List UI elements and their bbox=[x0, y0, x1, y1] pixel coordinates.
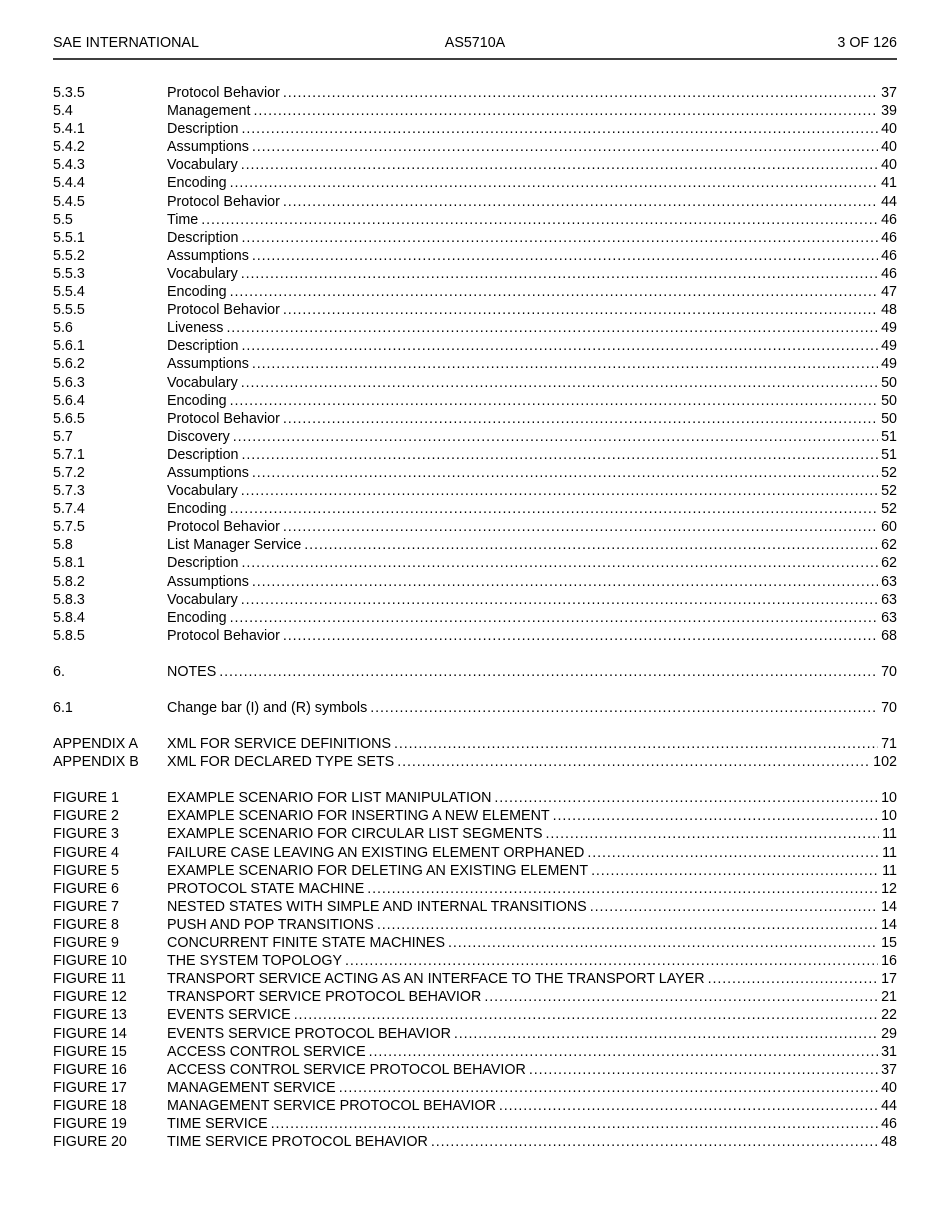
toc-row bbox=[53, 428, 897, 446]
toc-entry-number: 5.6.4 bbox=[53, 392, 85, 409]
toc-row bbox=[53, 500, 897, 518]
table-of-contents bbox=[53, 84, 897, 1151]
toc-entry-title: Protocol Behavior bbox=[167, 85, 280, 101]
toc-entry-page: 40 bbox=[881, 1079, 897, 1096]
toc-entry-page: 52 bbox=[881, 464, 897, 481]
toc-dot-leader bbox=[283, 518, 878, 536]
toc-row bbox=[53, 247, 897, 265]
toc-dot-leader bbox=[708, 970, 878, 988]
toc-dot-leader bbox=[484, 988, 878, 1006]
toc-row bbox=[53, 573, 897, 591]
toc-entry-number: 5.7.4 bbox=[53, 501, 85, 518]
toc-entry-page: 40 bbox=[881, 157, 897, 174]
toc-entry-title: Encoding bbox=[167, 175, 227, 192]
toc-entry-page: 62 bbox=[881, 537, 897, 554]
toc-row bbox=[53, 410, 897, 428]
toc-entry-number: 5.5.4 bbox=[53, 284, 85, 301]
toc-dot-leader bbox=[252, 355, 878, 373]
toc-row bbox=[53, 518, 897, 536]
toc-entry-page: 46 bbox=[881, 229, 897, 246]
toc-dot-leader bbox=[241, 374, 878, 392]
toc-row bbox=[53, 1043, 897, 1061]
toc-dot-leader bbox=[397, 753, 870, 771]
toc-row bbox=[53, 156, 897, 174]
toc-dot-leader bbox=[283, 84, 878, 102]
toc-entry-number: 5.5.2 bbox=[53, 247, 85, 264]
toc-entry-number: FIGURE 11 bbox=[53, 971, 126, 988]
toc-row bbox=[53, 229, 897, 247]
toc-entry-page: 50 bbox=[881, 374, 897, 391]
toc-entry-number: FIGURE 17 bbox=[53, 1079, 127, 1096]
toc-entry-page: 52 bbox=[881, 483, 897, 500]
toc-entry-title: Description bbox=[167, 446, 239, 463]
toc-entry-number: 5.4.2 bbox=[53, 139, 85, 156]
toc-entry-title: PROTOCOL STATE MACHINE bbox=[167, 880, 365, 897]
toc-entry-page: 48 bbox=[881, 1134, 897, 1151]
toc-entry-page: 70 bbox=[881, 700, 897, 716]
toc-entry-number: 5.4.4 bbox=[53, 175, 85, 192]
toc-entry-number: FIGURE 10 bbox=[53, 953, 127, 970]
toc-entry-title: NOTES bbox=[167, 663, 217, 680]
toc-entry-page: 63 bbox=[881, 591, 897, 608]
toc-entry-number: 5.3.5 bbox=[53, 85, 85, 101]
toc-entry-title: Vocabulary bbox=[167, 483, 238, 500]
toc-entry-page: 50 bbox=[881, 410, 897, 427]
toc-entry-title: TIME SERVICE bbox=[167, 1115, 268, 1132]
toc-entry-number: 5.5.3 bbox=[53, 265, 85, 282]
toc-entry-page: 44 bbox=[881, 193, 897, 210]
toc-row bbox=[53, 807, 897, 825]
toc-entry-page: 46 bbox=[881, 1115, 897, 1132]
toc-entry-title: Discovery bbox=[167, 428, 230, 445]
toc-dot-leader bbox=[448, 934, 878, 952]
toc-row bbox=[53, 916, 897, 934]
toc-row bbox=[53, 789, 897, 807]
toc-row bbox=[53, 374, 897, 392]
toc-entry-number: 5.7 bbox=[53, 428, 73, 445]
toc-entry-title: Vocabulary bbox=[167, 591, 238, 608]
toc-entry-number: 5.6.5 bbox=[53, 410, 85, 427]
toc-dot-leader bbox=[546, 825, 880, 843]
toc-dot-leader bbox=[591, 862, 879, 880]
toc-entry-page: 40 bbox=[881, 139, 897, 156]
toc-entry-number: 5.7.1 bbox=[53, 446, 85, 463]
toc-entry-title: Assumptions bbox=[167, 139, 249, 156]
toc-entry-page: 46 bbox=[881, 265, 897, 282]
toc-dot-leader bbox=[233, 428, 878, 446]
toc-dot-leader bbox=[253, 102, 878, 120]
toc-entry-page: 10 bbox=[881, 808, 897, 825]
toc-entry-title: Encoding bbox=[167, 501, 227, 518]
toc-entry-number: FIGURE 16 bbox=[53, 1061, 127, 1078]
toc-entry-number: 5.6.1 bbox=[53, 338, 85, 355]
toc-entry-page: 17 bbox=[881, 971, 897, 988]
toc-entry-page: 51 bbox=[881, 446, 897, 463]
toc-entry-title: EVENTS SERVICE bbox=[167, 1007, 291, 1024]
toc-dot-leader bbox=[241, 482, 878, 500]
toc-row bbox=[53, 301, 897, 319]
toc-dot-leader bbox=[242, 120, 879, 138]
toc-row bbox=[53, 898, 897, 916]
header-page-count: 3 OF 126 bbox=[837, 35, 897, 51]
toc-entry-page: 44 bbox=[881, 1097, 897, 1114]
toc-entry-number: FIGURE 6 bbox=[53, 880, 119, 897]
toc-entry-number: 5.5.5 bbox=[53, 302, 85, 319]
toc-dot-leader bbox=[370, 699, 878, 717]
toc-dot-leader bbox=[252, 573, 878, 591]
header-document-id: AS5710A bbox=[444, 35, 506, 51]
toc-entry-page: 63 bbox=[881, 609, 897, 626]
toc-entry-page: 16 bbox=[881, 953, 897, 970]
toc-row bbox=[53, 663, 897, 681]
toc-entry-page: 51 bbox=[881, 428, 897, 445]
toc-group-figures bbox=[53, 789, 897, 1151]
toc-dot-leader bbox=[587, 844, 879, 862]
toc-entry-number: FIGURE 18 bbox=[53, 1097, 127, 1114]
toc-entry-number: 6. bbox=[53, 663, 65, 680]
toc-entry-title: Liveness bbox=[167, 320, 224, 337]
toc-entry-page: 37 bbox=[881, 85, 897, 101]
toc-entry-title: XML FOR DECLARED TYPE SETS bbox=[167, 754, 395, 771]
toc-row bbox=[53, 283, 897, 301]
toc-entry-page: 60 bbox=[881, 519, 897, 536]
toc-entry-page: 11 bbox=[882, 826, 897, 843]
toc-entry-title: THE SYSTEM TOPOLOGY bbox=[167, 953, 343, 970]
toc-entry-number: FIGURE 15 bbox=[53, 1043, 127, 1060]
toc-row bbox=[53, 554, 897, 572]
toc-entry-title: Description bbox=[167, 338, 239, 355]
toc-dot-leader bbox=[454, 1025, 878, 1043]
toc-group-sections bbox=[53, 84, 897, 645]
toc-row bbox=[53, 970, 897, 988]
toc-entry-page: 50 bbox=[881, 392, 897, 409]
toc-entry-title: XML FOR SERVICE DEFINITIONS bbox=[167, 736, 392, 753]
toc-entry-title: Protocol Behavior bbox=[167, 627, 280, 644]
toc-entry-number: 5.8.3 bbox=[53, 591, 85, 608]
toc-row bbox=[53, 880, 897, 898]
toc-entry-number: FIGURE 5 bbox=[53, 862, 119, 879]
toc-row bbox=[53, 319, 897, 337]
toc-entry-page: 21 bbox=[881, 989, 897, 1006]
toc-entry-number: 5.7.5 bbox=[53, 519, 85, 536]
toc-entry-page: 40 bbox=[881, 121, 897, 138]
toc-dot-leader bbox=[283, 410, 878, 428]
toc-row bbox=[53, 193, 897, 211]
toc-dot-leader bbox=[283, 193, 878, 211]
toc-entry-number: 5.8.1 bbox=[53, 555, 85, 572]
toc-entry-title: PUSH AND POP TRANSITIONS bbox=[167, 916, 374, 933]
header-rule bbox=[53, 58, 897, 60]
toc-row bbox=[53, 934, 897, 952]
toc-dot-leader bbox=[230, 500, 878, 518]
toc-entry-number: 5.5 bbox=[53, 211, 73, 228]
toc-entry-title: Protocol Behavior bbox=[167, 519, 280, 536]
toc-dot-leader bbox=[345, 952, 878, 970]
toc-entry-title: MANAGEMENT SERVICE PROTOCOL BEHAVIOR bbox=[167, 1097, 496, 1114]
toc-entry-title: Protocol Behavior bbox=[167, 302, 280, 319]
toc-entry-title: MANAGEMENT SERVICE bbox=[167, 1079, 336, 1096]
toc-row bbox=[53, 609, 897, 627]
toc-entry-title: CONCURRENT FINITE STATE MACHINES bbox=[167, 935, 446, 952]
toc-entry-number: 5.4.1 bbox=[53, 121, 85, 138]
header-organization: SAE INTERNATIONAL bbox=[53, 35, 199, 51]
toc-entry-page: 102 bbox=[873, 754, 897, 771]
toc-entry-title: EXAMPLE SCENARIO FOR CIRCULAR LIST SEGMENTS bbox=[167, 826, 543, 843]
toc-entry-title: Encoding bbox=[167, 392, 227, 409]
toc-row bbox=[53, 988, 897, 1006]
toc-entry-page: 62 bbox=[881, 555, 897, 572]
toc-dot-leader bbox=[271, 1115, 878, 1133]
toc-entry-number: FIGURE 12 bbox=[53, 989, 127, 1006]
toc-entry-number: FIGURE 3 bbox=[53, 826, 119, 843]
toc-dot-leader bbox=[230, 283, 878, 301]
toc-dot-leader bbox=[230, 609, 878, 627]
toc-entry-page: 49 bbox=[881, 320, 897, 337]
toc-row bbox=[53, 174, 897, 192]
toc-dot-leader bbox=[553, 807, 878, 825]
toc-entry-title: Vocabulary bbox=[167, 374, 238, 391]
toc-row bbox=[53, 446, 897, 464]
toc-entry-page: 15 bbox=[881, 935, 897, 952]
toc-dot-leader bbox=[242, 229, 879, 247]
toc-entry-page: 14 bbox=[881, 916, 897, 933]
toc-entry-title: Change bar (I) and (R) symbols bbox=[167, 700, 368, 716]
toc-dot-leader bbox=[283, 301, 878, 319]
toc-entry-page: 52 bbox=[881, 501, 897, 518]
toc-entry-number: 5.8 bbox=[53, 537, 73, 554]
toc-row bbox=[53, 482, 897, 500]
toc-row bbox=[53, 1115, 897, 1133]
toc-entry-title: EXAMPLE SCENARIO FOR DELETING AN EXISTING ELEMENT bbox=[167, 862, 589, 879]
toc-entry-page: 22 bbox=[881, 1007, 897, 1024]
toc-dot-leader bbox=[590, 898, 878, 916]
toc-entry-number: FIGURE 13 bbox=[53, 1007, 127, 1024]
toc-entry-page: 39 bbox=[881, 103, 897, 120]
toc-entry-number: FIGURE 9 bbox=[53, 935, 119, 952]
toc-entry-title: Assumptions bbox=[167, 464, 249, 481]
toc-row bbox=[53, 355, 897, 373]
toc-entry-page: 68 bbox=[881, 627, 897, 644]
toc-dot-leader bbox=[242, 554, 879, 572]
page-header bbox=[53, 36, 897, 51]
toc-dot-leader bbox=[494, 789, 878, 807]
toc-entry-page: 46 bbox=[881, 247, 897, 264]
toc-entry-number: FIGURE 4 bbox=[53, 844, 119, 861]
toc-entry-page: 71 bbox=[881, 736, 897, 753]
toc-entry-page: 63 bbox=[881, 573, 897, 590]
toc-dot-leader bbox=[230, 392, 878, 410]
toc-dot-leader bbox=[394, 735, 878, 753]
toc-row bbox=[53, 1133, 897, 1151]
toc-entry-number: FIGURE 19 bbox=[53, 1115, 127, 1132]
toc-dot-leader bbox=[367, 880, 878, 898]
toc-entry-page: 49 bbox=[881, 356, 897, 373]
toc-dot-leader bbox=[294, 1006, 878, 1024]
toc-entry-page: 49 bbox=[881, 338, 897, 355]
toc-entry-number: FIGURE 1 bbox=[53, 790, 119, 807]
toc-entry-number: 5.8.4 bbox=[53, 609, 85, 626]
toc-row bbox=[53, 211, 897, 229]
toc-entry-page: 10 bbox=[881, 790, 897, 807]
toc-entry-number: 5.6.3 bbox=[53, 374, 85, 391]
toc-row bbox=[53, 84, 897, 102]
toc-dot-leader bbox=[283, 627, 878, 645]
toc-row bbox=[53, 536, 897, 554]
toc-dot-leader bbox=[431, 1133, 878, 1151]
toc-dot-leader bbox=[304, 536, 878, 554]
toc-entry-title: Assumptions bbox=[167, 247, 249, 264]
toc-entry-page: 12 bbox=[881, 880, 897, 897]
toc-entry-title: Encoding bbox=[167, 284, 227, 301]
toc-entry-title: Encoding bbox=[167, 609, 227, 626]
toc-entry-title: Vocabulary bbox=[167, 157, 238, 174]
toc-entry-title: Description bbox=[167, 555, 239, 572]
toc-row bbox=[53, 825, 897, 843]
toc-row bbox=[53, 1025, 897, 1043]
toc-dot-leader bbox=[241, 265, 878, 283]
toc-dot-leader bbox=[339, 1079, 878, 1097]
toc-row bbox=[53, 862, 897, 880]
toc-row bbox=[53, 952, 897, 970]
toc-entry-page: 70 bbox=[881, 663, 897, 680]
toc-entry-title: Protocol Behavior bbox=[167, 410, 280, 427]
toc-entry-title: Vocabulary bbox=[167, 265, 238, 282]
toc-row bbox=[53, 844, 897, 862]
toc-row bbox=[53, 337, 897, 355]
toc-group-appendices bbox=[53, 735, 897, 771]
toc-row bbox=[53, 1079, 897, 1097]
toc-entry-number: 5.7.3 bbox=[53, 483, 85, 500]
toc-entry-title: TIME SERVICE PROTOCOL BEHAVIOR bbox=[167, 1134, 428, 1151]
toc-entry-number: 5.6 bbox=[53, 320, 73, 337]
toc-dot-leader bbox=[242, 337, 879, 355]
toc-group-notes-heading bbox=[53, 663, 897, 681]
toc-row bbox=[53, 1061, 897, 1079]
toc-entry-page: 29 bbox=[881, 1025, 897, 1042]
toc-row bbox=[53, 392, 897, 410]
toc-entry-title: Protocol Behavior bbox=[167, 193, 280, 210]
toc-entry-number: 6.1 bbox=[53, 700, 73, 716]
toc-dot-leader bbox=[230, 174, 878, 192]
toc-entry-title: Management bbox=[167, 103, 251, 120]
toc-entry-title: Description bbox=[167, 229, 239, 246]
toc-row bbox=[53, 1006, 897, 1024]
toc-row bbox=[53, 591, 897, 609]
toc-entry-number: APPENDIX B bbox=[53, 754, 139, 771]
toc-entry-title: ACCESS CONTROL SERVICE bbox=[167, 1043, 366, 1060]
toc-entry-number: 5.4 bbox=[53, 103, 73, 120]
toc-entry-page: 31 bbox=[881, 1043, 897, 1060]
toc-entry-title: ACCESS CONTROL SERVICE PROTOCOL BEHAVIOR bbox=[167, 1061, 526, 1078]
toc-row bbox=[53, 464, 897, 482]
toc-dot-leader bbox=[242, 446, 879, 464]
toc-dot-leader bbox=[241, 591, 878, 609]
toc-entry-page: 46 bbox=[881, 211, 897, 228]
toc-entry-title: EXAMPLE SCENARIO FOR INSERTING A NEW ELEMENT bbox=[167, 808, 550, 825]
toc-dot-leader bbox=[377, 916, 878, 934]
toc-entry-number: 5.6.2 bbox=[53, 356, 85, 373]
toc-entry-page: 48 bbox=[881, 302, 897, 319]
toc-dot-leader bbox=[499, 1097, 878, 1115]
toc-entry-number: FIGURE 14 bbox=[53, 1025, 127, 1042]
toc-entry-page: 11 bbox=[882, 862, 897, 879]
toc-entry-number: FIGURE 20 bbox=[53, 1134, 127, 1151]
toc-row bbox=[53, 753, 897, 771]
toc-dot-leader bbox=[369, 1043, 878, 1061]
toc-entry-number: FIGURE 2 bbox=[53, 808, 119, 825]
toc-entry-title: TRANSPORT SERVICE PROTOCOL BEHAVIOR bbox=[167, 989, 482, 1006]
toc-row bbox=[53, 102, 897, 120]
toc-dot-leader bbox=[201, 211, 878, 229]
toc-entry-number: 5.8.5 bbox=[53, 627, 85, 644]
toc-row bbox=[53, 120, 897, 138]
toc-row bbox=[53, 735, 897, 753]
toc-dot-leader bbox=[252, 138, 878, 156]
toc-dot-leader bbox=[252, 464, 878, 482]
toc-entry-title: EXAMPLE SCENARIO FOR LIST MANIPULATION bbox=[167, 790, 492, 807]
toc-entry-number: 5.4.3 bbox=[53, 157, 85, 174]
toc-group-notes-subsection bbox=[53, 699, 897, 717]
toc-entry-page: 14 bbox=[881, 898, 897, 915]
toc-entry-title: NESTED STATES WITH SIMPLE AND INTERNAL TRANSITIONS bbox=[167, 898, 587, 915]
toc-dot-leader bbox=[529, 1061, 878, 1079]
toc-entry-title: EVENTS SERVICE PROTOCOL BEHAVIOR bbox=[167, 1025, 451, 1042]
toc-row bbox=[53, 265, 897, 283]
toc-entry-page: 11 bbox=[882, 844, 897, 861]
toc-entry-title: Description bbox=[167, 121, 239, 138]
toc-entry-title: FAILURE CASE LEAVING AN EXISTING ELEMENT ORPHANED bbox=[167, 844, 585, 861]
toc-entry-title: List Manager Service bbox=[167, 537, 302, 554]
toc-entry-title: TRANSPORT SERVICE ACTING AS AN INTERFACE TO THE TRANSPORT LAYER bbox=[167, 971, 705, 988]
toc-row bbox=[53, 138, 897, 156]
toc-entry-number: FIGURE 8 bbox=[53, 916, 119, 933]
toc-entry-number: 5.8.2 bbox=[53, 573, 85, 590]
toc-entry-page: 47 bbox=[881, 284, 897, 301]
toc-entry-number: APPENDIX A bbox=[53, 736, 139, 753]
toc-entry-number: 5.4.5 bbox=[53, 193, 85, 210]
toc-entry-title: Assumptions bbox=[167, 356, 249, 373]
toc-entry-number: 5.7.2 bbox=[53, 464, 85, 481]
toc-row bbox=[53, 1097, 897, 1115]
toc-row bbox=[53, 699, 897, 717]
toc-dot-leader bbox=[219, 663, 878, 681]
toc-entry-number: FIGURE 7 bbox=[53, 898, 119, 915]
toc-dot-leader bbox=[241, 156, 878, 174]
toc-entry-title: Assumptions bbox=[167, 573, 249, 590]
toc-entry-title: Time bbox=[167, 211, 199, 228]
toc-row bbox=[53, 627, 897, 645]
toc-dot-leader bbox=[226, 319, 878, 337]
toc-dot-leader bbox=[252, 247, 878, 265]
toc-entry-page: 41 bbox=[881, 175, 897, 192]
toc-entry-number: 5.5.1 bbox=[53, 229, 85, 246]
toc-entry-page: 37 bbox=[881, 1061, 897, 1078]
